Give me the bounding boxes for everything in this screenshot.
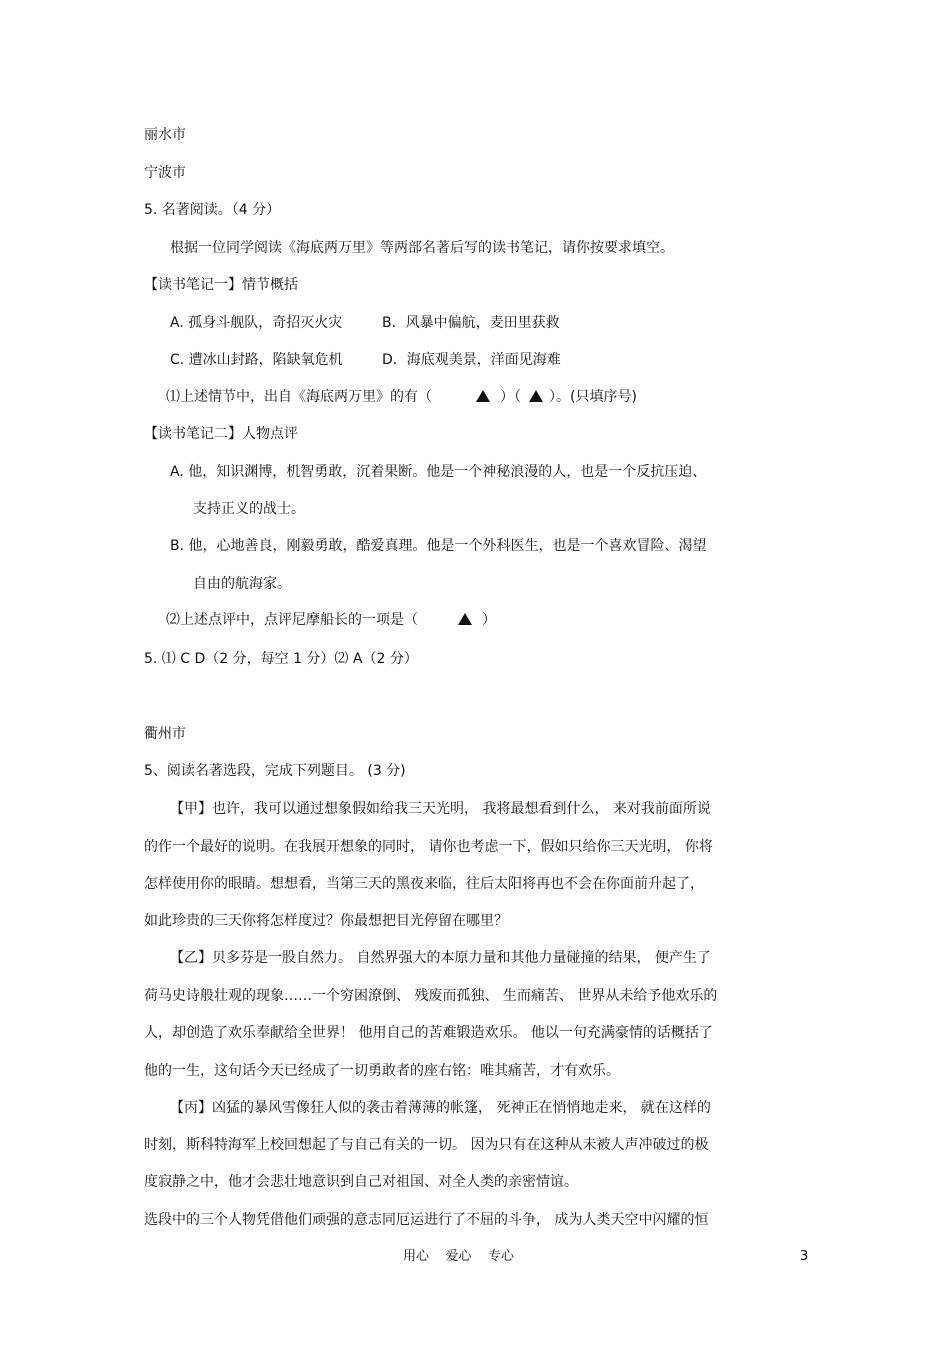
question-5-2 xyxy=(166,610,496,630)
page-number: 3 xyxy=(800,1249,809,1264)
question-5-intro: 根据一位同学阅读《海底两万里》等两部名著后写的读书笔记，请你按要求填空。 xyxy=(170,240,674,256)
evaluation-b-line-1: B. 他，心地善良，刚毅勇敢，酷爱真理。他是一个外科医生，也是一个喜欢冒险、渴望 xyxy=(170,538,707,554)
blank-triangle-icon xyxy=(529,390,543,402)
region-quzhou: 衢州市 xyxy=(144,726,186,742)
passage-yi-line: 荷马史诗般壮观的现象……一个穷困潦倒、 残废而孤独、 生而痛苦、 世界从未给予他欢乐的 xyxy=(144,988,718,1004)
region-ningbo: 宁波市 xyxy=(144,165,186,181)
passage-jia-line: 的作一个最好的说明。在我展开想象的同时， 请你也考虑一下，假如只给你三天光明， 你将 xyxy=(144,839,713,855)
passage-yi-line: 人，却创造了欢乐奉献给全世界！ 他用自己的苦难锻造欢乐。 他以一句充满豪情的话概括了 xyxy=(144,1025,713,1041)
evaluation-a-line-2: 支持正义的战士。 xyxy=(193,501,305,517)
passage-jia-line: 怎样使用你的眼睛。想想看，当第三天的黑夜来临，往后太阳将再也不会在你面前升起了， xyxy=(144,876,704,892)
passage-yi-line: 他的一生，这句话今天已经成了一切勇敢者的座右铭：唯其痛苦，才有欢乐。 xyxy=(144,1063,620,1079)
passage-jia-line: 【甲】也许，我可以通过想象假如给我三天光明， 我将最想看到什么， 来对我前面所说 xyxy=(170,801,711,817)
passage-jia-line: 如此珍贵的三天你将怎样度过？你最想把目光停留在哪里？ xyxy=(144,913,508,929)
question-5-2-text-a: ⑵上述点评中，点评尼摩船长的一项是（ xyxy=(166,612,418,628)
question-5-1-text-b: ）（ xyxy=(500,389,521,405)
blank-triangle-icon xyxy=(476,390,490,402)
evaluation-a-line-1: A. 他，知识渊博，机智勇敢，沉着果断。他是一个神秘浪漫的人，也是一个反抗压迫、 xyxy=(170,464,707,480)
question-5-1-text-a: ⑴上述情节中，出自《海底两万里》的有（ xyxy=(166,389,432,405)
passage-bing-line: 度寂静之中，他才会悲壮地意识到自己对祖国、对全人类的亲密情谊。 xyxy=(144,1174,578,1190)
option-b: B．风暴中偏航，麦田里获救 xyxy=(382,315,560,331)
question-5-1-text-c: ）。(只填序号) xyxy=(549,389,637,405)
option-d: D．海底观美景，洋面见海难 xyxy=(382,352,561,368)
note-1-title: 【读书笔记一】情节概括 xyxy=(144,277,298,293)
question-5-1 xyxy=(166,387,637,407)
footer-text: 用心 爱心 专心 xyxy=(403,1249,515,1264)
blank-triangle-icon xyxy=(458,613,472,625)
question-5-title: 5. 名著阅读。（4 分） xyxy=(144,202,281,218)
option-a: A. 孤身斗舰队，奇招灭火灾 xyxy=(170,315,343,331)
passage-bing-line: 时刻，斯科特海军上校回想起了与自己有关的一切。 因为只有在这种从未被人声冲破过的极 xyxy=(144,1137,709,1153)
question-5b-title: 5、阅读名著选段，完成下列题目。 (3 分) xyxy=(144,763,406,779)
passage-bing-line: 【丙】凶猛的暴风雪像狂人似的袭击着薄薄的帐篷， 死神正在悄悄地走来， 就在这样的 xyxy=(170,1100,711,1116)
note-2-title: 【读书笔记二】人物点评 xyxy=(144,426,298,442)
passage-summary-line: 选段中的三个人物凭借他们顽强的意志同厄运进行了不屈的斗争， 成为人类天空中闪耀的恒 xyxy=(144,1212,709,1228)
region-lishui: 丽水市 xyxy=(144,127,186,143)
answer-line: 5. ⑴ C D（2 分，每空 1 分）⑵ A（2 分） xyxy=(144,651,418,667)
evaluation-b-line-2: 自由的航海家。 xyxy=(193,576,291,592)
question-5-2-text-b: ） xyxy=(482,612,496,628)
passage-yi-line: 【乙】贝多芬是一股自然力。 自然界强大的本原力量和其他力量碰撞的结果， 便产生了 xyxy=(170,950,711,966)
option-c: C. 遭冰山封路，陷缺氧危机 xyxy=(170,352,343,368)
